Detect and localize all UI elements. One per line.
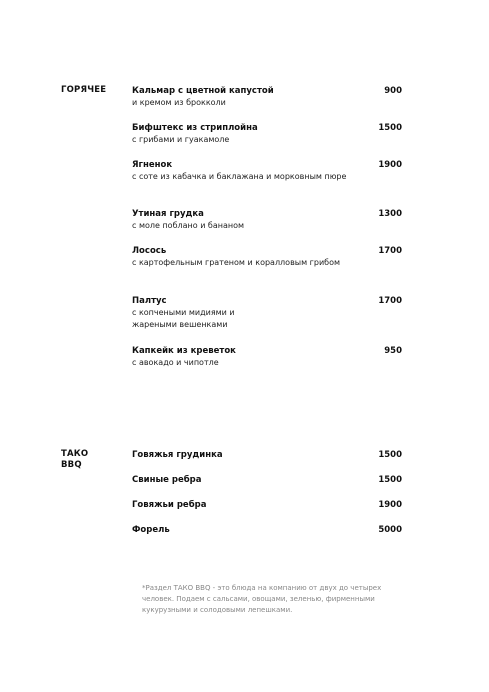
item-description: с картофельным гратеном и коралловым грибом (132, 258, 341, 267)
menu-item-duck (132, 208, 432, 232)
item-name: Утиная грудка (132, 209, 204, 219)
item-name: Капкейк из креветок (132, 346, 236, 356)
item-price: 1500 (378, 450, 402, 460)
menu-item-salmon (132, 245, 432, 269)
menu-item-steak (132, 122, 432, 146)
item-price: 1900 (378, 500, 402, 510)
item-price: 1500 (378, 123, 402, 133)
item-price: 900 (384, 86, 402, 96)
item-name: Свиные ребра (132, 475, 202, 485)
item-name: Бифштекс из стриплойна (132, 123, 258, 133)
item-price: 1300 (378, 209, 402, 219)
section-title-hot: ГОРЯЧЕЕ (61, 85, 107, 95)
section-title-taco-bbq: ТАКО BBQ (61, 449, 89, 470)
menu-item-pork-ribs (132, 474, 432, 486)
item-description: с грибами и гуакамоле (132, 135, 230, 144)
item-name: Лосось (132, 246, 167, 256)
item-description: с соте из кабачка и баклажана и морковным пюре (132, 172, 347, 181)
menu-item-shrimp-cupcake (132, 345, 432, 369)
item-name: Ягненок (132, 160, 173, 170)
item-price: 1900 (378, 160, 402, 170)
item-name: Говяжья грудинка (132, 450, 223, 460)
menu-item-squid (132, 85, 432, 109)
menu-item-beef-ribs (132, 499, 432, 511)
item-price: 5000 (378, 525, 402, 535)
menu-item-lamb (132, 159, 432, 183)
item-price: 1700 (378, 246, 402, 256)
item-description: и кремом из брокколи (132, 98, 226, 107)
item-name: Говяжьи ребра (132, 500, 207, 510)
item-description: с авокадо и чипотле (132, 358, 219, 367)
item-name: Форель (132, 525, 170, 535)
footnote: *Раздел ТАКО BBQ - это блюда на компанию от двух до четырех человек. Подаем с сальсами, овощами, зеленью, фирменными кукурузными и солодовыми лепешками. (142, 584, 382, 614)
item-price: 950 (384, 346, 402, 356)
menu-item-beef-brisket (132, 449, 432, 461)
item-description: с копчеными мидиями и жареными вешенками (132, 308, 235, 329)
item-name: Палтус (132, 296, 167, 306)
menu-item-trout (132, 524, 432, 536)
item-price: 1700 (378, 296, 402, 306)
item-name: Кальмар с цветной капустой (132, 86, 274, 96)
item-price: 1500 (378, 475, 402, 485)
menu-item-halibut (132, 295, 432, 331)
item-description: с моле поблано и бананом (132, 221, 245, 230)
